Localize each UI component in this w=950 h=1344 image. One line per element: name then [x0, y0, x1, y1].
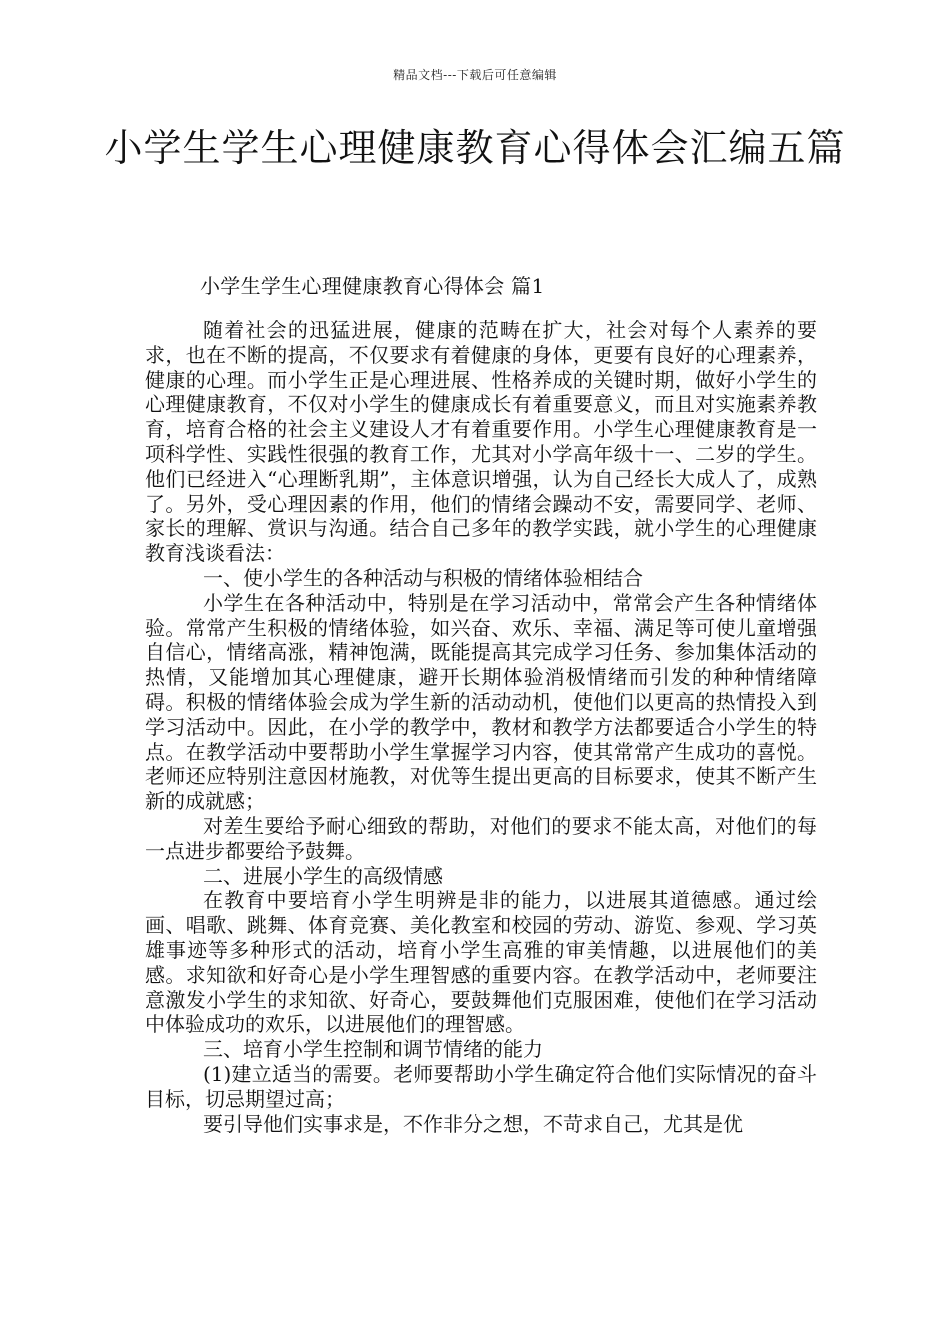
section-heading-2: 二、进展小学生的高级情感	[203, 863, 443, 888]
paragraph-3: 在教育中要培育小学生明辨是非的能力，以进展其道德感。通过绘画、唱歌、跳舞、体育竞赛、美化教室和校园的劳动、游览、参观、学习英雄事迹等多种形式的活动，培育小学生高雅的审美情趣，以进展他们的美感。求知欲和好奇心是小学生理智感的重要内容。在教学活动中，老师要注意激发小学生的求知欲、好奇心，要鼓舞他们克服困难，使他们在学习活动中体验成功的欢乐，以进展他们的理智感。	[145, 888, 817, 1037]
paragraph-2: 对差生要给予耐心细致的帮助，对他们的要求不能太高，对他们的每一点进步都要给予鼓舞。	[145, 813, 817, 863]
paragraph-5: 要引导他们实事求是，不作非分之想，不苛求自己，尤其是优	[203, 1111, 743, 1136]
document-body	[145, 318, 817, 1136]
section-heading-3: 三、培育小学生控制和调节情绪的能力	[203, 1037, 543, 1062]
intro-paragraph: 随着社会的迅猛进展，健康的范畴在扩大，社会对每个人素养的要求，也在不断的提高，不仅要求有着健康的身体，更要有良好的心理素养，健康的心理。而小学生正是心理进展、性格养成的关键时期，做好小学生的心理健康教育，不仅对小学生的健康成长有着重要意义，而且对实施素养教育，培育合格的社会主义建设人才有着重要作用。小学生心理健康教育是一项科学性、实践性很强的教育工作，尤其对小学高年级十一、二岁的学生。他们已经进入“心理断乳期”，主体意识增强，认为自己经长大成人了，成熟了。另外，受心理因素的作用，他们的情绪会躁动不安，需要同学、老师、家长的理解、赏识与沟通。结合自己多年的教学实践，就小学生的心理健康教育浅谈看法：	[145, 318, 817, 566]
document-title: 小学生学生心理健康教育心得体会汇编五篇	[104, 126, 846, 170]
section-title: 小学生学生心理健康教育心得体会 篇1	[200, 274, 545, 298]
paragraph-4: (1)建立适当的需要。老师要帮助小学生确定符合他们实际情况的奋斗目标，切忌期望过高；	[145, 1061, 817, 1111]
paragraph-1: 小学生在各种活动中，特别是在学习活动中，常常会产生各种情绪体验。常常产生积极的情绪体验，如兴奋、欢乐、幸福、满足等可使儿童增强自信心，情绪高涨，精神饱满，既能提高其完成学习任务、参加集体活动的热情，又能增加其心理健康，避开长期体验消极情绪而引发的种种情绪障碍。积极的情绪体验会成为学生新的活动动机，使他们以更高的热情投入到学习活动中。因此，在小学的教学中，教材和教学方法都要适合小学生的特点。在教学活动中要帮助小学生掌握学习内容，使其常常产生成功的喜悦。老师还应特别注意因材施教，对优等生提出更高的目标要求，使其不断产生新的成就感；	[145, 590, 817, 814]
section-heading-1: 一、使小学生的各种活动与积极的情绪体验相结合	[203, 565, 643, 590]
header-note: 精品文档---下载后可任意编辑	[393, 68, 557, 82]
